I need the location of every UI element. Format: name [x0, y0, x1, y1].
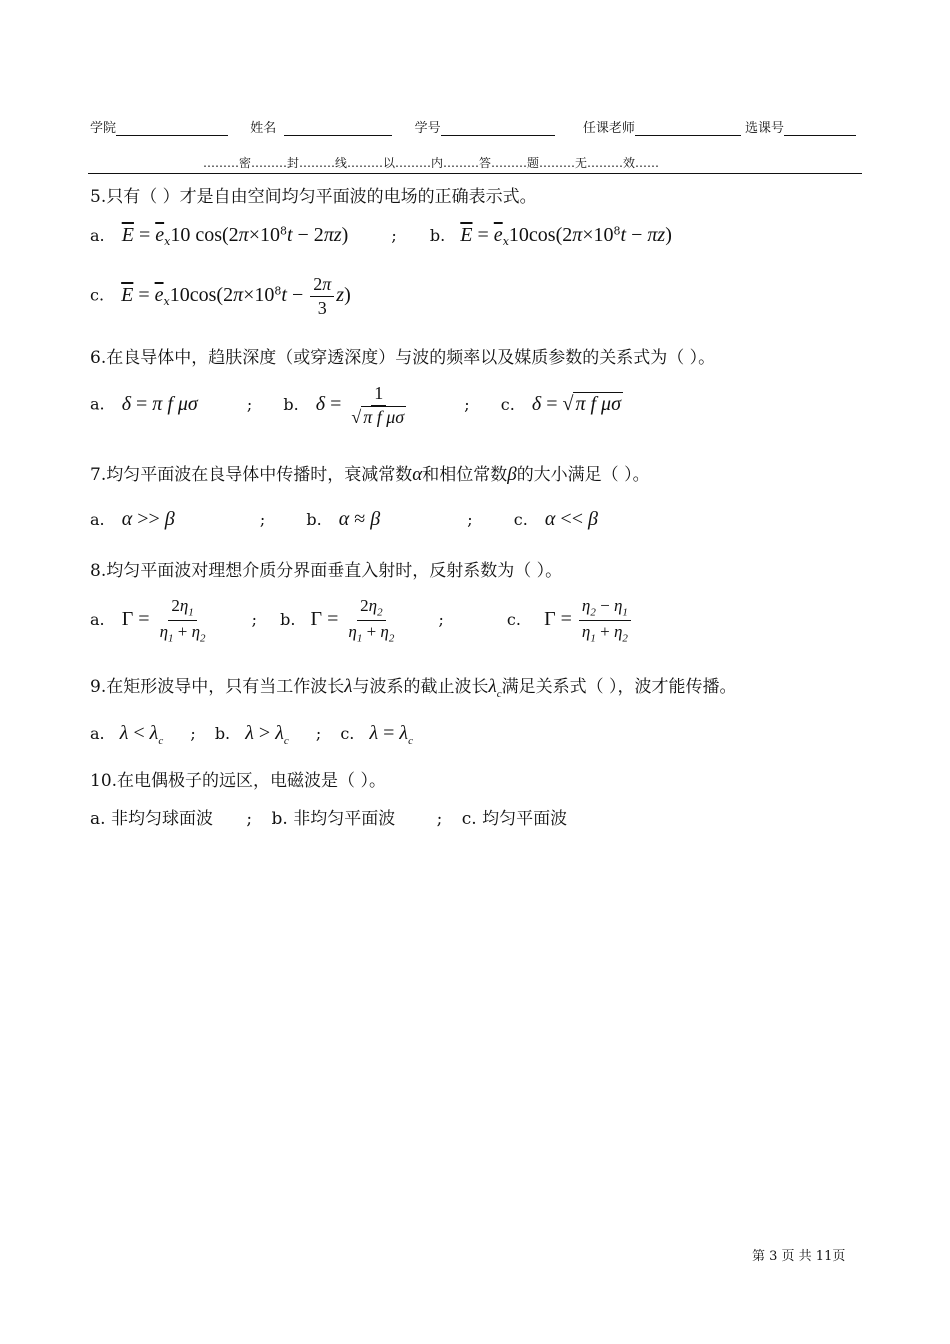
option-c-label: c.: [340, 724, 355, 743]
stem-text: 和相位常数: [422, 465, 508, 485]
question-6-options: [90, 383, 623, 427]
option-c-formula: $\lambda = \lambda_c$: [369, 722, 413, 747]
question-7-options: [90, 508, 598, 531]
option-c-label: c.: [90, 285, 105, 305]
course-no-label: 选课号: [745, 121, 785, 136]
option-a-label: a.: [90, 394, 105, 414]
option-c-label: c.: [506, 610, 521, 630]
option-b-formula: Γ = $\frac{2\eta_2}{\eta_1 + \eta_2}$: [310, 596, 395, 645]
beta-symbol: β: [507, 464, 517, 485]
question-5-stem: 5.只有（ ）才是自由空间均匀平面波的电场的正确表示式。: [90, 187, 537, 207]
option-c-formula: $\overline{E} = \overline{e}_x10\cos(2\pi\times 10^8t$ − $\frac{2\pi}{3}$ z): [121, 274, 351, 318]
option-a-formula: Γ = $\frac{2\eta_1}{\eta_1 + \eta_2}$: [121, 596, 206, 645]
separator: ;: [438, 610, 444, 630]
separator: ;: [391, 226, 397, 245]
option-c-formula: δ = √ π f μσ: [531, 392, 621, 415]
option-c-label: c.: [500, 394, 515, 414]
lambda-symbol: λ: [344, 676, 353, 697]
option-b-formula: $\overline{E} = \overline{e}_x10\cos(2\pi\times 10^8t - \pi z)$: [460, 224, 672, 249]
header-row: [90, 117, 856, 136]
teacher-field[interactable]: [635, 121, 741, 136]
option-a-label: a.: [90, 610, 105, 630]
separator: ;: [246, 394, 253, 414]
alpha-symbol: α: [412, 464, 423, 485]
option-b-label: b.: [429, 226, 446, 245]
option-a-formula: $\overline{E} = \overline{e}_x10$ $\cos(2\pi\times 10^8t - 2\pi z)$: [121, 224, 349, 249]
option-c-formula: Γ = $\frac{\eta_2 - \eta_1}{\eta_1 + \eta_2}$: [544, 610, 633, 629]
teacher-label: 任课老师: [582, 121, 635, 136]
separator: ;: [464, 394, 470, 414]
option-b: b. 非均匀平面波: [271, 809, 396, 829]
question-9-options: [90, 722, 413, 747]
option-b-formula: $\lambda > \lambda_c$: [245, 722, 289, 747]
student-id-label: 学号: [414, 121, 441, 136]
lambda-c-symbol: $\lambda_c$: [488, 676, 502, 700]
separator: ;: [251, 610, 258, 630]
question-7-stem: [90, 460, 650, 486]
option-c-label: c.: [513, 510, 528, 529]
option-a-formula: δ = π f μσ: [121, 392, 198, 415]
seal-line: ………密………封………线………以………内………答………题………无………效……: [203, 156, 660, 170]
question-9-stem: [90, 672, 737, 700]
option-c: c. 均匀平面波: [461, 809, 568, 829]
option-a: a. 非均匀球面波: [90, 809, 213, 829]
name-label: 姓名: [250, 121, 277, 136]
college-field[interactable]: [116, 121, 228, 136]
option-c-formula: α << β: [544, 508, 598, 530]
question-8-options: [90, 596, 633, 645]
option-b-label: b.: [214, 724, 231, 743]
separator: ;: [436, 809, 443, 829]
option-a-label: a.: [90, 724, 105, 743]
option-b-label: b.: [283, 394, 299, 414]
separator: ;: [315, 724, 322, 743]
option-b-label: b.: [280, 610, 296, 630]
question-8-stem: 8.均匀平面波对理想介质分界面垂直入射时，反射系数为（ ）。: [90, 561, 563, 581]
college-label: 学院: [90, 121, 117, 136]
question-5-row-1: [90, 224, 672, 248]
separator: ;: [467, 510, 473, 529]
page-number: 第 3 页 共 11页: [752, 1249, 846, 1264]
option-b-formula: δ = $\frac{1}{\text{√ π f μσ}}$: [315, 383, 405, 427]
option-b-formula: α ≈ β: [338, 508, 381, 530]
option-b-label: b.: [306, 510, 322, 529]
header-rule: [88, 173, 862, 174]
student-id-field[interactable]: [441, 121, 555, 136]
question-6-stem: 6.在良导体中，趋肤深度（或穿透深度）与波的频率以及媒质参数的关系式为（ ）。: [90, 348, 716, 368]
question-10-stem: 10.在电偶极子的远区，电磁波是（ ）。: [90, 771, 386, 791]
separator: ;: [246, 809, 253, 829]
course-no-field[interactable]: [784, 121, 856, 136]
stem-text: 的大小满足（ ）。: [516, 465, 650, 485]
option-a-label: a.: [90, 510, 105, 529]
name-field[interactable]: [284, 121, 392, 136]
stem-text: 7.均匀平面波在良导体中传播时，衰减常数: [90, 465, 413, 485]
separator: ;: [190, 724, 196, 743]
question-10-options: [90, 804, 567, 829]
option-a-label: a.: [90, 226, 105, 245]
option-a-formula: $\lambda < \lambda_c$: [119, 722, 164, 747]
option-a-formula: α >> β: [121, 508, 175, 530]
separator: ;: [259, 510, 266, 529]
stem-text: 9.在矩形波导中，只有当工作波长: [90, 677, 345, 697]
question-5-row-2: [90, 274, 351, 318]
stem-text: 满足关系式（ ），波才能传播。: [501, 677, 737, 697]
stem-text: 与波系的截止波长: [352, 677, 489, 697]
